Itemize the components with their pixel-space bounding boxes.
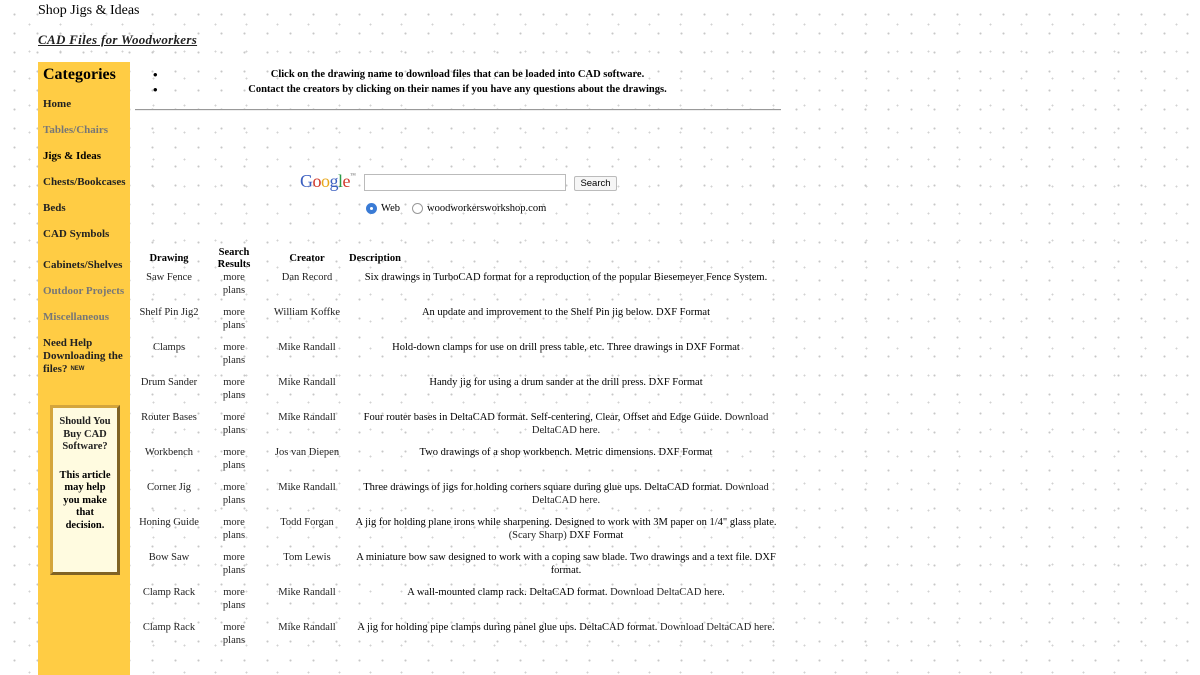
instructions (135, 67, 780, 97)
sidebar-item-label: CAD Symbols (43, 228, 110, 240)
sidebar-item-beds[interactable] (43, 202, 125, 215)
table-row (135, 447, 783, 482)
description-text: A wall-mounted clamp rack. DeltaCAD format. (407, 587, 611, 598)
drawing-cell (135, 447, 203, 482)
creator-link[interactable]: Dan Record (281, 272, 333, 283)
drawing-cell (135, 342, 203, 377)
description-link[interactable]: Download DeltaCAD here. (660, 622, 775, 633)
drawing-link[interactable]: Saw Fence (146, 272, 192, 283)
description-text: An update and improvement to the Shelf Pin jig below. DXF Format (421, 307, 711, 318)
description-text: Hold-down clamps for use on drill press table, etc. Three drawings in DXF Format (392, 342, 740, 353)
description-link[interactable]: Download DeltaCAD here. (610, 587, 725, 598)
description-cell (349, 552, 783, 587)
creator-link[interactable]: Todd Forgan (280, 517, 334, 528)
creator-cell (265, 377, 349, 412)
table-row (135, 517, 783, 552)
creator-link[interactable]: Mike Randall (278, 412, 336, 423)
search-button[interactable]: Search (574, 176, 617, 191)
table-row (135, 342, 783, 377)
creator-cell (265, 412, 349, 447)
cad-software-blurb: This article may help you make that decision. (59, 469, 111, 531)
drawing-link[interactable]: Shelf Pin Jig2 (139, 307, 199, 318)
more-plans-link[interactable]: more plans (222, 552, 246, 576)
column-header: Creator (289, 253, 325, 264)
sidebar-item-tables-chairs[interactable] (43, 124, 125, 137)
divider (135, 109, 781, 111)
sidebar-item-label: Need Help Downloading the files? (43, 337, 123, 375)
more-plans-link[interactable]: more plans (222, 447, 246, 471)
description-text: A miniature bow saw designed to work with a coping saw blade. Two drawings and a text file. DXF format. (356, 552, 776, 576)
description-cell (349, 272, 783, 307)
category-nav (43, 98, 125, 376)
creator-cell (265, 447, 349, 482)
description-cell (349, 377, 783, 412)
creator-link[interactable]: Mike Randall (278, 622, 336, 633)
creator-cell (265, 587, 349, 622)
description-link[interactable]: Download DeltaCAD here. (531, 412, 769, 436)
search-results-cell (203, 342, 265, 377)
instruction-item: • Click on the drawing name to download files that can be loaded into CAD software. (135, 67, 780, 82)
more-plans-link[interactable]: more plans (222, 412, 246, 436)
description-cell (349, 342, 783, 377)
description-cell (349, 447, 783, 482)
instruction-item: • Contact the creators by clicking on their names if you have any questions about the drawings. (135, 82, 780, 97)
web-radio-label: Web (381, 203, 400, 214)
cad-software-box (50, 405, 120, 575)
table-row (135, 412, 783, 447)
sidebar-item-label: Outdoor Projects (43, 285, 125, 297)
creator-link[interactable]: Mike Randall (278, 587, 336, 598)
drawing-cell (135, 307, 203, 342)
creator-link[interactable]: Tom Lewis (283, 552, 331, 563)
drawing-cell (135, 622, 203, 667)
sidebar-item-jigs-ideas[interactable] (43, 150, 125, 163)
table-row (135, 307, 783, 342)
drawing-link[interactable]: Clamps (152, 342, 186, 353)
table-row (135, 622, 783, 667)
drawing-cell (135, 517, 203, 552)
table-row (135, 552, 783, 587)
new-badge: NEW (70, 366, 85, 372)
table-row (135, 272, 783, 307)
categories-heading: Categories (43, 66, 116, 83)
sidebar-item-cad-symbols[interactable] (43, 228, 125, 241)
drawings-table (135, 246, 783, 667)
google-logo-text: Google (300, 171, 351, 191)
drawing-link[interactable]: Router Bases (141, 412, 197, 423)
google-logo-tm: ™ (350, 173, 356, 179)
column-header: Search Results (217, 247, 251, 270)
description-cell (349, 587, 783, 622)
more-plans-link[interactable]: more plans (222, 587, 246, 611)
creator-link[interactable]: Jos van Diepen (274, 447, 340, 458)
creator-link[interactable]: Mike Randall (278, 482, 336, 493)
description-cell (349, 517, 783, 552)
search-results-cell (203, 587, 265, 622)
search-results-cell (203, 377, 265, 412)
search-scope (366, 203, 546, 214)
sidebar-item-need-help-downloading-the-files[interactable] (43, 337, 125, 376)
site-radio[interactable] (412, 203, 423, 214)
sidebar-item-miscellaneous[interactable] (43, 311, 125, 324)
drawing-cell (135, 272, 203, 307)
creator-cell (265, 517, 349, 552)
categories-sidebar (38, 62, 130, 675)
sidebar-item-label: Cabinets/Shelves (43, 259, 123, 271)
sidebar-item-label: Jigs & Ideas (43, 150, 102, 162)
site-radio-label: woodworkersworkshop.com (426, 203, 547, 214)
more-plans-link[interactable]: more plans (222, 342, 246, 366)
more-plans-link[interactable]: more plans (222, 272, 246, 296)
search-results-cell (203, 517, 265, 552)
sidebar-item-label: Tables/Chairs (43, 124, 109, 136)
sidebar-item-label: Beds (43, 202, 66, 214)
search-results-cell (203, 482, 265, 517)
drawing-cell (135, 412, 203, 447)
drawing-cell (135, 552, 203, 587)
description-cell (349, 412, 783, 447)
cad-software-article-link[interactable]: Should You Buy CAD Software? (59, 416, 111, 452)
sidebar-item-label: Home (43, 98, 72, 110)
sidebar-item-label: Miscellaneous (43, 311, 109, 323)
creator-cell (265, 552, 349, 587)
drawing-link[interactable]: Bow Saw (148, 552, 190, 563)
table-row (135, 587, 783, 622)
search-results-cell (203, 412, 265, 447)
creator-cell (265, 342, 349, 377)
sidebar-item-chests-bookcases[interactable] (43, 176, 125, 189)
creator-cell (265, 307, 349, 342)
search-results-cell (203, 622, 265, 667)
table-row (135, 377, 783, 412)
search-input[interactable] (364, 174, 566, 191)
site-title: Shop Jigs & Ideas (38, 3, 140, 18)
description-text: A jig for holding pipe clamps during panel glue ups. DeltaCAD format. (357, 622, 661, 633)
more-plans-link[interactable]: more plans (222, 307, 246, 331)
more-plans-link[interactable]: more plans (222, 622, 246, 646)
description-text: Four router bases in DeltaCAD format. Self-centering, Clear, Offset and Edge Guide. (363, 412, 725, 423)
search-results-cell (203, 447, 265, 482)
more-plans-link[interactable]: more plans (222, 377, 246, 401)
drawing-link[interactable]: Clamp Rack (142, 587, 196, 598)
search-results-cell (203, 272, 265, 307)
drawing-link[interactable]: Clamp Rack (142, 622, 196, 633)
google-logo (300, 171, 355, 192)
description-text: Six drawings in TurboCAD format for a reproduction of the popular Biesemeyer Fence System. (364, 272, 768, 283)
site-subtitle-link[interactable]: CAD Files for Woodworkers (38, 32, 198, 47)
drawing-link[interactable]: Drum Sander (140, 377, 198, 388)
sidebar-item-label: Chests/Bookcases (43, 176, 126, 188)
drawing-link[interactable]: Honing Guide (139, 517, 199, 528)
creator-cell (265, 622, 349, 667)
description-cell (349, 622, 783, 667)
drawing-cell (135, 482, 203, 517)
description-cell (349, 482, 783, 517)
creator-link[interactable]: Mike Randall (278, 377, 336, 388)
creator-cell (265, 272, 349, 307)
creator-cell (265, 482, 349, 517)
more-plans-link[interactable]: more plans (222, 517, 246, 541)
description-text: Handy jig for using a drum sander at the drill press. DXF Format (429, 377, 703, 388)
drawing-cell (135, 587, 203, 622)
sidebar-item-home[interactable] (43, 98, 125, 111)
search-results-cell (203, 552, 265, 587)
more-plans-link[interactable]: more plans (222, 482, 246, 506)
drawing-cell (135, 377, 203, 412)
description-text-after: DXF Format (566, 529, 624, 541)
web-radio[interactable] (366, 203, 377, 214)
sidebar-item-cabinets-shelves[interactable] (43, 259, 125, 272)
column-header: Drawing (149, 253, 189, 264)
table-row (135, 482, 783, 517)
description-text: Two drawings of a shop workbench. Metric dimensions. DXF Format (419, 447, 713, 458)
creator-link[interactable]: William Koffke (273, 307, 341, 318)
column-header: Description (349, 253, 401, 264)
creator-link[interactable]: Mike Randall (278, 342, 336, 353)
description-text: A jig for holding plane irons while sharpening. Designed to work with 3M paper on 1/4" glass plate. (355, 517, 777, 528)
description-cell (349, 307, 783, 342)
search-results-cell (203, 307, 265, 342)
drawing-link[interactable]: Corner Jig (146, 482, 192, 493)
description-text: Three drawings of jigs for holding corners square during glue ups. DeltaCAD format. (363, 482, 726, 493)
description-link[interactable]: Download DeltaCAD here. (531, 482, 769, 506)
drawing-link[interactable]: Workbench (144, 447, 194, 458)
description-link[interactable]: (Scary Sharp) (508, 529, 567, 541)
sidebar-item-outdoor-projects[interactable] (43, 285, 125, 298)
